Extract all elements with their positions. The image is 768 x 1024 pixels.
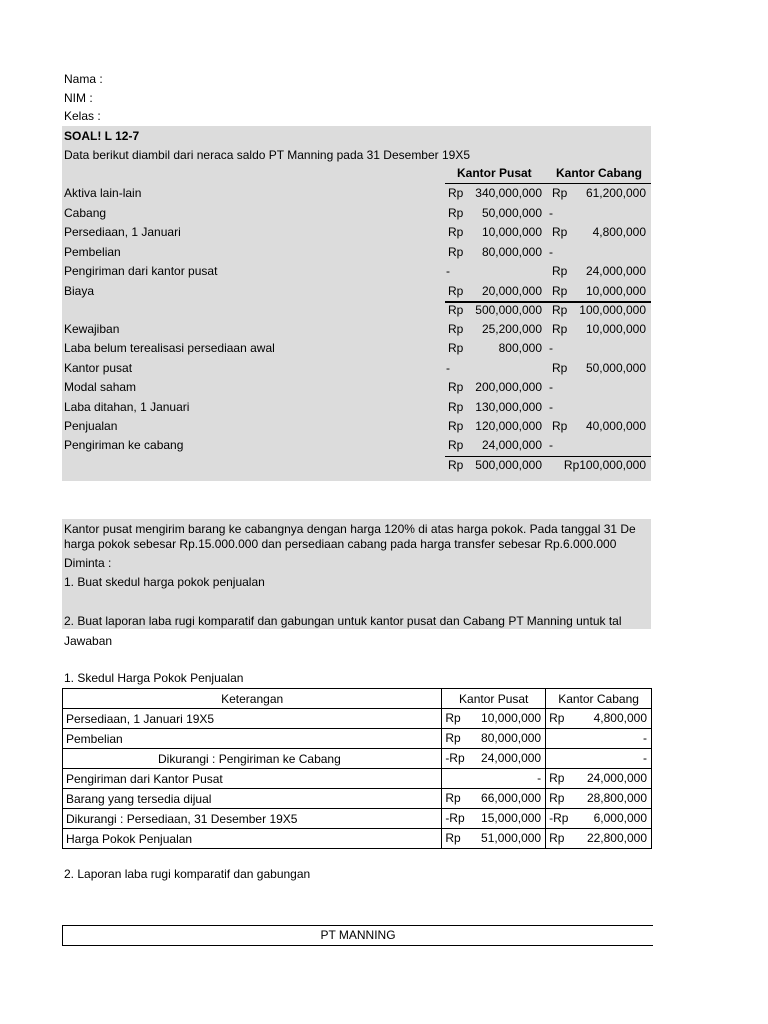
row-label: Laba belum terealisasi persediaan awal bbox=[64, 341, 275, 356]
debit-total-row bbox=[62, 301, 651, 320]
row-label: Barang yang tersedia dijual bbox=[63, 789, 442, 809]
paragraph-line-2: harga pokok sebesar Rp.15.000.000 dan persediaan cabang pada harga transfer sebesar Rp.6.000.000 bbox=[64, 537, 617, 551]
task-2: 2. Buat laporan laba rugi komparatif dan gabungan untuk kantor pusat dan Cabang PT Manning untuk tal bbox=[64, 614, 622, 628]
currency-label: -Rp bbox=[549, 811, 569, 825]
cabang-value: 50,000,000 bbox=[585, 360, 646, 375]
pusat-value: 15,000,000 bbox=[481, 811, 542, 825]
pusat-cell bbox=[442, 789, 546, 809]
currency-label: Rp bbox=[448, 244, 464, 259]
credit-total-line bbox=[445, 456, 651, 457]
currency-label: Rp bbox=[448, 186, 464, 200]
pusat-value: 25,200,000 bbox=[481, 322, 542, 336]
currency-label: Rp bbox=[445, 831, 461, 845]
header-kantor-cabang: Kantor Cabang bbox=[556, 166, 643, 180]
currency-label: Rp bbox=[549, 831, 565, 845]
nim-label: NIM : bbox=[64, 91, 93, 105]
currency-label: -Rp bbox=[445, 751, 465, 765]
debit-row bbox=[62, 262, 651, 281]
currency-label: Rp bbox=[448, 341, 464, 356]
pusat-value: 500,000,000 bbox=[475, 458, 542, 472]
soal-title: SOAL! L 12-7 bbox=[64, 129, 140, 143]
row-label: Dikurangi : Pengiriman ke Cabang bbox=[63, 749, 442, 769]
credit-total-row bbox=[62, 456, 651, 475]
currency-label: Rp bbox=[445, 791, 461, 805]
currency-label: Rp bbox=[448, 419, 464, 433]
table-row bbox=[63, 769, 652, 789]
cabang-value: 61,200,000 bbox=[585, 186, 646, 200]
pusat-cell bbox=[442, 729, 546, 749]
cabang-dash: - bbox=[549, 205, 553, 220]
table-row bbox=[63, 809, 652, 829]
currency-label: Rp bbox=[552, 264, 568, 279]
currency-label: Rp bbox=[448, 380, 464, 395]
row-label: Penjualan bbox=[64, 419, 118, 433]
cabang-value: 28,800,000 bbox=[586, 791, 647, 805]
debit-row bbox=[62, 243, 651, 262]
pusat-cell bbox=[442, 749, 546, 769]
table-row bbox=[63, 789, 652, 809]
header-pusat: Kantor Pusat bbox=[442, 689, 546, 709]
pusat-value: 120,000,000 bbox=[475, 419, 542, 433]
currency-label: Rp bbox=[448, 303, 464, 317]
credit-row bbox=[62, 417, 651, 436]
pusat-value: 51,000,000 bbox=[481, 831, 542, 845]
answer-2-title: 2. Laporan laba rugi komparatif dan gabungan bbox=[64, 867, 311, 881]
nama-label: Nama : bbox=[64, 72, 103, 86]
cabang-value: 4,800,000 bbox=[592, 225, 646, 240]
answer-1-title: 1. Skedul Harga Pokok Penjualan bbox=[64, 671, 244, 685]
credit-row bbox=[62, 320, 651, 339]
row-label: Persediaan, 1 Januari 19X5 bbox=[63, 709, 442, 729]
cabang-cell bbox=[546, 709, 652, 729]
cabang-value: 6,000,000 bbox=[593, 811, 647, 825]
cabang-value: 40,000,000 bbox=[585, 419, 646, 433]
pusat-cell bbox=[442, 769, 546, 789]
table-row bbox=[63, 829, 652, 849]
pusat-value: 20,000,000 bbox=[481, 284, 542, 298]
cabang-value: Rp100,000,000 bbox=[563, 458, 646, 472]
cabang-dash: - bbox=[549, 438, 553, 453]
pusat-value: 24,000,000 bbox=[481, 438, 542, 453]
soal-column-headers bbox=[62, 164, 651, 183]
row-label: Pengiriman ke cabang bbox=[64, 438, 184, 453]
cabang-cell bbox=[546, 809, 652, 829]
row-label: Laba ditahan, 1 Januari bbox=[64, 399, 190, 414]
cabang-dash: - bbox=[549, 244, 553, 259]
company-name: PT MANNING bbox=[320, 928, 396, 942]
currency-label: Rp bbox=[549, 771, 565, 785]
debit-row bbox=[62, 204, 651, 223]
cabang-cell bbox=[546, 749, 652, 769]
credit-row bbox=[62, 359, 651, 378]
credit-row bbox=[62, 339, 651, 358]
table-row bbox=[63, 729, 652, 749]
currency-label: -Rp bbox=[445, 811, 465, 825]
header-cabang: Kantor Cabang bbox=[546, 689, 652, 709]
currency-label: Rp bbox=[448, 205, 464, 220]
row-label: Pembelian bbox=[64, 244, 121, 259]
row-label: Pengiriman dari kantor pusat bbox=[64, 264, 218, 279]
currency-label: Rp bbox=[448, 458, 464, 472]
currency-label: Rp bbox=[549, 791, 565, 805]
pusat-value: 130,000,000 bbox=[475, 399, 542, 414]
credit-row bbox=[62, 378, 651, 397]
debit-total-line bbox=[445, 301, 651, 303]
currency-label: Rp bbox=[448, 322, 464, 336]
table-header-row bbox=[63, 689, 652, 709]
cabang-cell bbox=[546, 769, 652, 789]
currency-label: Rp bbox=[448, 399, 464, 414]
row-label: Dikurangi : Persediaan, 31 Desember 19X5 bbox=[63, 809, 442, 829]
pusat-value: 800,000 bbox=[498, 341, 542, 356]
cabang-value: 100,000,000 bbox=[579, 303, 646, 317]
cabang-value: 22,800,000 bbox=[586, 831, 647, 845]
currency-label: Rp bbox=[448, 438, 464, 453]
pusat-value: 80,000,000 bbox=[481, 244, 542, 259]
currency-label: Rp bbox=[445, 711, 461, 725]
income-statement-header bbox=[62, 925, 653, 946]
cabang-cell bbox=[546, 729, 652, 749]
task-1: 1. Buat skedul harga pokok penjualan bbox=[64, 575, 265, 589]
pusat-value: 24,000,000 bbox=[481, 751, 542, 765]
currency-label: Rp bbox=[552, 284, 568, 298]
pusat-value: 80,000,000 bbox=[481, 731, 542, 745]
currency-label: Rp bbox=[552, 322, 568, 336]
debit-row bbox=[62, 184, 651, 203]
currency-label: Rp bbox=[549, 711, 565, 725]
pusat-value: 200,000,000 bbox=[475, 380, 542, 395]
cabang-dash: - bbox=[549, 399, 553, 414]
row-label: Persediaan, 1 Januari bbox=[64, 225, 181, 240]
row-label: Cabang bbox=[64, 205, 107, 220]
pusat-dash: - bbox=[446, 264, 450, 279]
row-label: Biaya bbox=[64, 284, 95, 298]
currency-label: Rp bbox=[448, 225, 464, 240]
pusat-cell bbox=[442, 809, 546, 829]
cabang-value: - bbox=[643, 731, 647, 745]
pusat-value: 10,000,000 bbox=[481, 225, 542, 240]
kelas-label: Kelas : bbox=[64, 109, 101, 123]
pusat-cell bbox=[442, 709, 546, 729]
cabang-dash: - bbox=[549, 341, 553, 356]
table-row bbox=[63, 709, 652, 729]
pusat-value: - bbox=[537, 771, 542, 785]
cogs-schedule-table bbox=[62, 688, 652, 849]
soal-intro: Data berikut diambil dari neraca saldo PT Manning pada 31 Desember 19X5 bbox=[64, 148, 471, 162]
currency-label: Rp bbox=[448, 284, 464, 298]
row-label: Kantor pusat bbox=[64, 360, 133, 375]
pusat-value: 340,000,000 bbox=[475, 186, 542, 200]
paragraph-line-1: Kantor pusat mengirim barang ke cabangnya dengan harga 120% di atas harga pokok. Pada tanggal 31 De bbox=[64, 522, 636, 536]
cabang-dash: - bbox=[549, 380, 553, 395]
currency-label: Rp bbox=[552, 303, 568, 317]
row-label: Pengiriman dari Kantor Pusat bbox=[63, 769, 442, 789]
jawaban-label: Jawaban bbox=[64, 634, 113, 648]
pusat-value: 66,000,000 bbox=[481, 791, 542, 805]
table-row bbox=[63, 749, 652, 769]
cabang-value: 4,800,000 bbox=[593, 711, 647, 725]
pusat-dash: - bbox=[446, 360, 450, 375]
row-label: Kewajiban bbox=[64, 322, 120, 336]
row-label: Modal saham bbox=[64, 380, 137, 395]
cabang-cell bbox=[546, 789, 652, 809]
debit-row bbox=[62, 223, 651, 242]
pusat-value: 10,000,000 bbox=[481, 711, 542, 725]
cabang-value: 24,000,000 bbox=[585, 264, 646, 279]
row-label: Harga Pokok Penjualan bbox=[63, 829, 442, 849]
pusat-value: 50,000,000 bbox=[481, 205, 542, 220]
currency-label: Rp bbox=[552, 419, 568, 433]
credit-row bbox=[62, 398, 651, 417]
cabang-value: - bbox=[643, 751, 647, 765]
header-keterangan: Keterangan bbox=[63, 689, 442, 709]
currency-label: Rp bbox=[552, 225, 568, 240]
cabang-value: 10,000,000 bbox=[585, 284, 646, 298]
pusat-cell bbox=[442, 829, 546, 849]
credit-row bbox=[62, 436, 651, 455]
currency-label: Rp bbox=[552, 360, 568, 375]
currency-label: Rp bbox=[445, 731, 461, 745]
currency-label: Rp bbox=[552, 186, 568, 200]
diminta-label: Diminta : bbox=[64, 556, 112, 570]
cabang-value: 24,000,000 bbox=[586, 771, 647, 785]
row-label: Pembelian bbox=[63, 729, 442, 749]
cabang-cell bbox=[546, 829, 652, 849]
row-label: Aktiva lain-lain bbox=[64, 186, 142, 200]
header-kantor-pusat: Kantor Pusat bbox=[457, 166, 532, 180]
cabang-value: 10,000,000 bbox=[585, 322, 646, 336]
debit-row bbox=[62, 282, 651, 301]
pusat-value: 500,000,000 bbox=[475, 303, 542, 317]
